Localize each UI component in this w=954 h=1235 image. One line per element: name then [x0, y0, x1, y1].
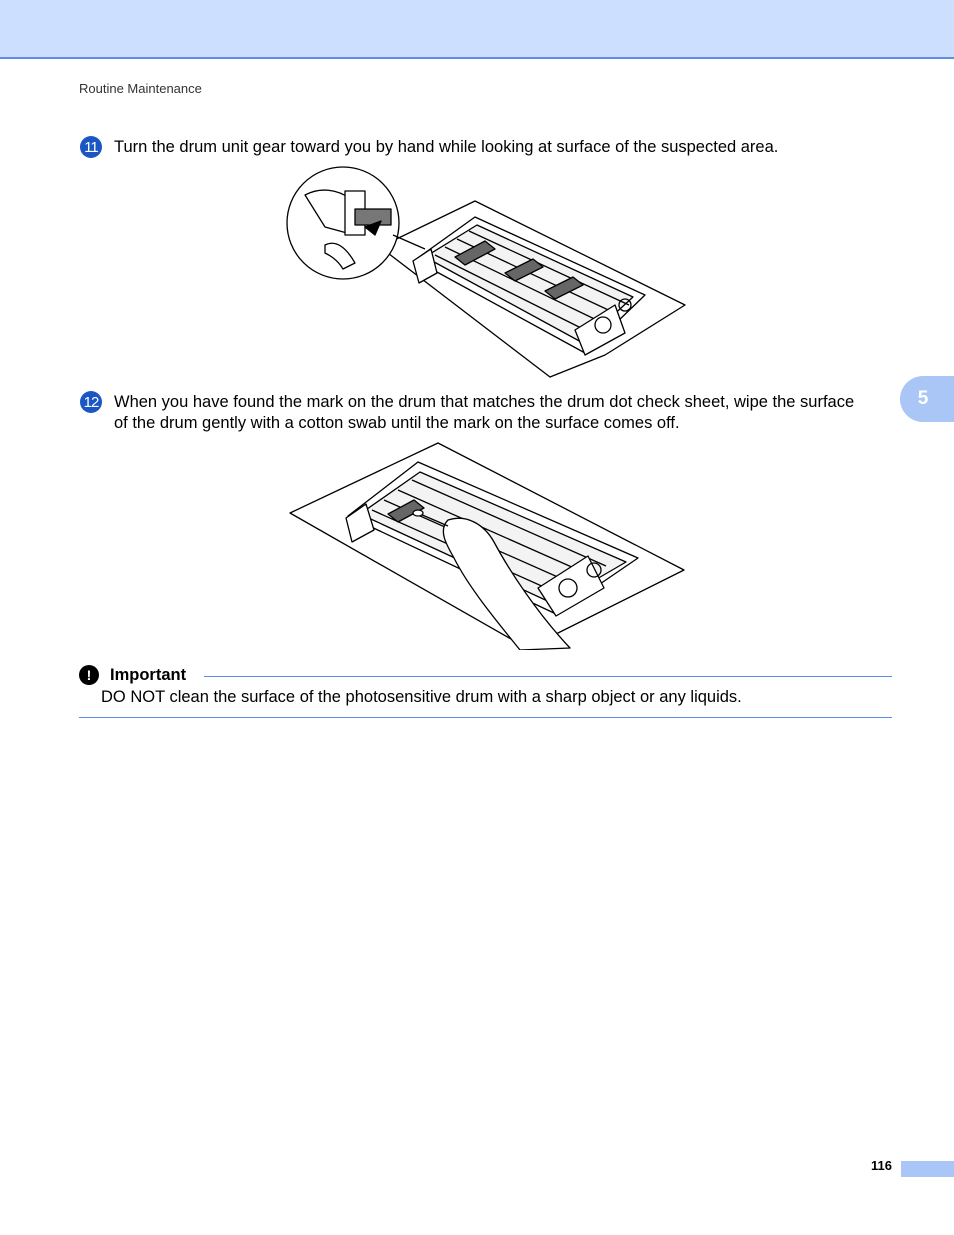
exclamation-icon: !: [79, 665, 99, 685]
page-tab: [901, 1161, 954, 1177]
section-title: Routine Maintenance: [79, 81, 202, 96]
header-band: [0, 0, 954, 59]
important-text: DO NOT clean the surface of the photosensitive drum with a sharp object or any liquids.: [101, 688, 742, 706]
drum-cleaning-illustration: [288, 438, 688, 650]
chapter-tab[interactable]: 5: [900, 376, 954, 422]
important-heading: [79, 665, 186, 685]
step-number-badge: 11: [80, 136, 102, 158]
drum-gear-illustration: [285, 165, 690, 380]
step-instruction: Turn the drum unit gear toward you by hand while looking at surface of the suspected area.: [114, 138, 779, 156]
step-instruction-line: When you have found the mark on the drum that matches the drum dot check sheet, wipe the surface: [114, 393, 855, 411]
page-number: 116: [871, 1158, 892, 1173]
important-bottom-divider: [79, 717, 892, 718]
important-title: Important: [110, 665, 187, 684]
important-divider: [204, 676, 892, 677]
step-number-badge: 12: [80, 391, 102, 413]
step-instruction-line: of the drum gently with a cotton swab until the mark on the surface comes off.: [114, 414, 680, 432]
